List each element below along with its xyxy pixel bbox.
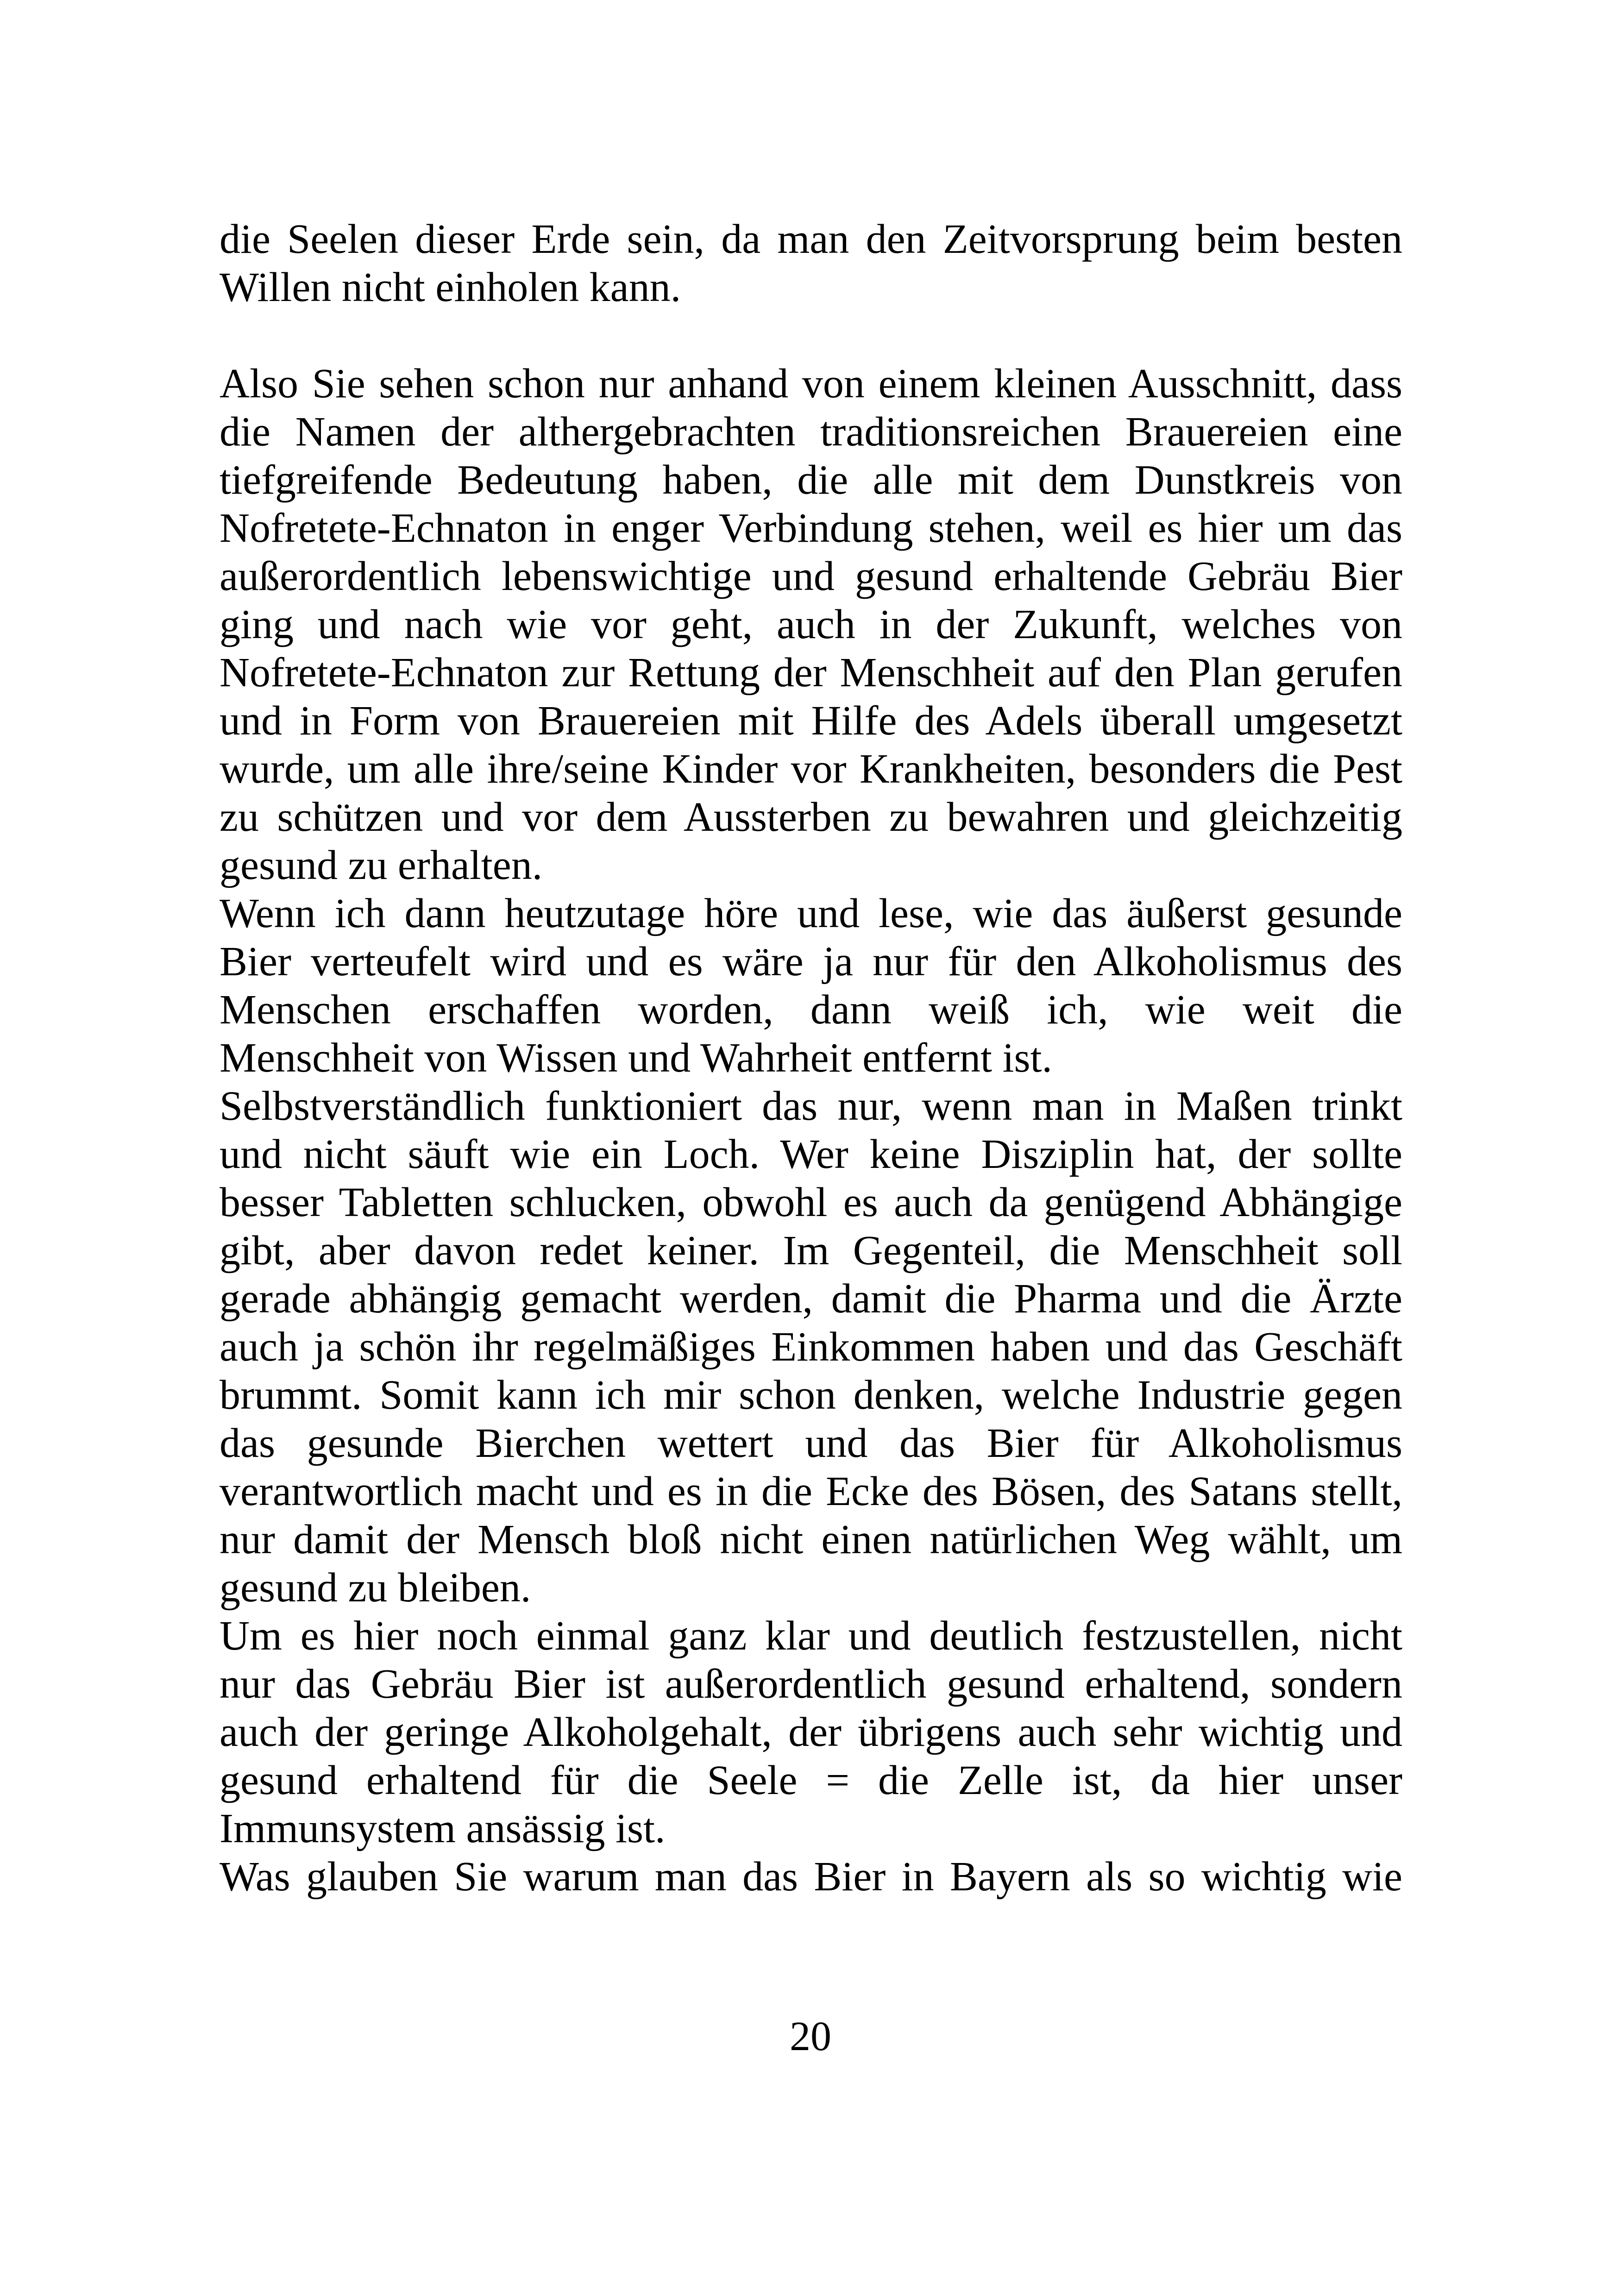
text-line: gibt, aber davon redet keiner. Im Gegenteil, die Menschheit soll xyxy=(220,1228,1402,1273)
text-line: Also Sie sehen schon nur anhand von einem kleinen Ausschnitt, dass xyxy=(220,361,1402,407)
paragraph-gap xyxy=(220,312,1402,360)
paragraph-4 xyxy=(220,1082,1402,1612)
text-line: Menschen erschaffen worden, dann weiß ich, wie weit die xyxy=(220,987,1402,1033)
paragraph-1 xyxy=(220,215,1402,312)
paragraph-6 xyxy=(220,1853,1402,1901)
text-line: besser Tabletten schlucken, obwohl es auch da genügend Abhängige xyxy=(220,1179,1402,1225)
text-line: gerade abhängig gemacht werden, damit die Pharma und die Ärzte xyxy=(220,1276,1402,1322)
text-line: Willen nicht einholen kann. xyxy=(220,264,681,310)
text-line: tiefgreifende Bedeutung haben, die alle mit dem Dunstkreis von xyxy=(220,457,1402,503)
page-number: 20 xyxy=(790,2014,831,2059)
paragraph-2 xyxy=(220,360,1402,890)
text-line: Wenn ich dann heutzutage höre und lese, wie das äußerst gesunde xyxy=(220,891,1402,936)
text-line: gesund zu bleiben. xyxy=(220,1565,531,1611)
text-line: auch ja schön ihr regelmäßiges Einkommen haben und das Geschäft xyxy=(220,1324,1402,1370)
text-line: auch der geringe Alkoholgehalt, der übrigens auch sehr wichtig und xyxy=(220,1709,1402,1755)
text-line: Menschheit von Wissen und Wahrheit entfernt ist. xyxy=(220,1035,1052,1081)
text-line: Selbstverständlich funktioniert das nur, wenn man in Maßen trinkt xyxy=(220,1083,1402,1129)
text-line: und nicht säuft wie ein Loch. Wer keine Disziplin hat, der sollte xyxy=(220,1131,1402,1177)
text-line: Immunsystem ansässig ist. xyxy=(220,1806,666,1851)
text-line: die Seelen dieser Erde sein, da man den Zeitvorsprung beim besten xyxy=(220,216,1402,262)
text-line: das gesunde Bierchen wettert und das Bier für Alkoholismus xyxy=(220,1420,1402,1466)
text-line: brummt. Somit kann ich mir schon denken, welche Industrie gegen xyxy=(220,1372,1402,1418)
text-line: Bier verteufelt wird und es wäre ja nur für den Alkoholismus des xyxy=(220,939,1402,985)
body-text xyxy=(220,215,1402,1901)
text-line: nur damit der Mensch bloß nicht einen natürlichen Weg wählt, um xyxy=(220,1517,1402,1562)
text-line: Nofretete-Echnaton zur Rettung der Menschheit auf den Plan gerufen xyxy=(220,650,1402,696)
text-line: und in Form von Brauereien mit Hilfe des Adels überall umgesetzt xyxy=(220,698,1402,744)
text-line: zu schützen und vor dem Aussterben zu bewahren und gleichzeitig xyxy=(220,794,1402,840)
text-line: Um es hier noch einmal ganz klar und deutlich festzustellen, nicht xyxy=(220,1613,1402,1659)
text-line: gesund erhaltend für die Seele = die Zelle ist, da hier unser xyxy=(220,1757,1402,1803)
text-line: gesund zu erhalten. xyxy=(220,842,543,888)
text-line: die Namen der althergebrachten traditionsreichen Brauereien eine xyxy=(220,409,1402,455)
text-line: Nofretete-Echnaton in enger Verbindung stehen, weil es hier um das xyxy=(220,505,1402,551)
paragraph-3 xyxy=(220,890,1402,1082)
text-line: nur das Gebräu Bier ist außerordentlich gesund erhaltend, sondern xyxy=(220,1661,1402,1707)
text-line: Was glauben Sie warum man das Bier in Bayern als so wichtig wie xyxy=(220,1854,1402,1900)
text-line: verantwortlich macht und es in die Ecke des Bösen, des Satans stellt, xyxy=(220,1468,1402,1514)
text-line: wurde, um alle ihre/seine Kinder vor Krankheiten, besonders die Pest xyxy=(220,746,1402,792)
text-line: ging und nach wie vor geht, auch in der Zukunft, welches von xyxy=(220,602,1402,647)
text-line: außerordentlich lebenswichtige und gesund erhaltende Gebräu Bier xyxy=(220,553,1402,599)
paragraph-5 xyxy=(220,1612,1402,1853)
